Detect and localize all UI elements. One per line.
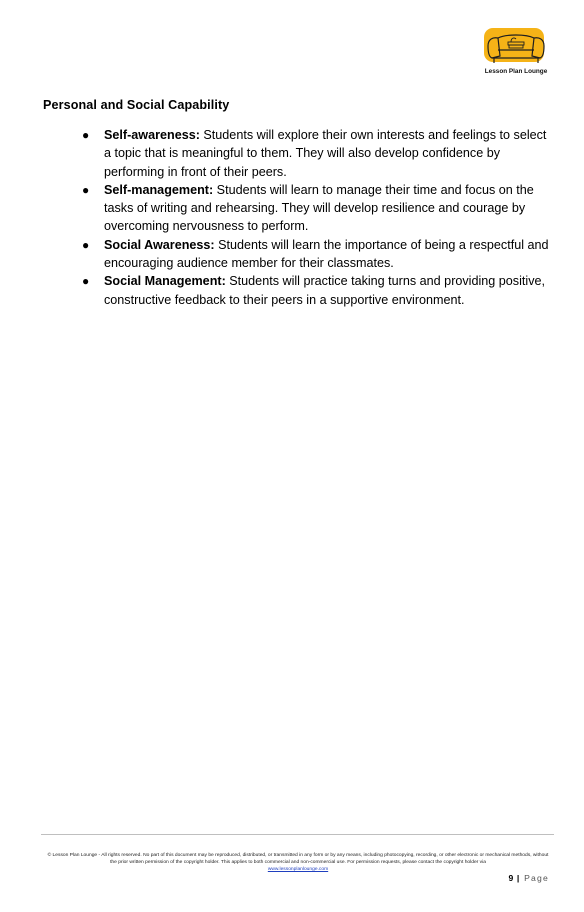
item-text: Students will learn the importance of being a respectful and encouraging audience member for their classmates. <box>104 237 549 271</box>
list-item <box>82 272 552 309</box>
bullet-icon: ● <box>82 274 90 289</box>
bullet-icon: ● <box>82 182 90 197</box>
item-text: Students will practice taking turns and providing positive, constructive feedback to their peers in a supportive environment. <box>104 274 545 307</box>
item-term: Social Awareness: <box>104 237 215 252</box>
capability-list <box>82 126 552 309</box>
footer-copyright <box>44 852 552 873</box>
section-heading: Personal and Social Capability <box>43 98 230 112</box>
list-item <box>82 236 552 273</box>
item-term: Social Management: <box>104 274 226 289</box>
logo-text: Lesson Plan Lounge <box>484 68 548 75</box>
item-term: Self-management: <box>104 182 214 197</box>
page-number-value: 9 <box>508 873 514 883</box>
item-term: Self-awareness: <box>104 128 200 142</box>
page-label: Page <box>524 873 549 883</box>
list-item <box>82 181 552 236</box>
bullet-icon: ● <box>82 237 90 252</box>
footer-divider <box>41 834 554 835</box>
page-number <box>509 873 549 883</box>
website-link[interactable]: www.lessonplanlounge.com <box>267 867 329 872</box>
item-text: Students will explore their own interests and feelings to select a topic that is meaningful to them. They will also develop confidence by performing in front of their peers. <box>104 128 547 179</box>
page-separator: | <box>516 873 521 883</box>
item-text: Students will learn to manage their time and focus on the tasks of writing and rehearsing. They will develop resilience and courage by overcoming nervousness to perform. <box>104 182 534 234</box>
copyright-text: © Lesson Plan Lounge - All rights reserved. No part of this document may be reproduced, distributed, or transmitted in any form or by any means, including photocopying, recording, or other electronic or mechanical methods, without the prior written permission of the copyright holder. This applies to both commercial and non-commercial use. For permission requests, please contact the copyright holder via <box>47 853 549 865</box>
list-item <box>82 126 552 181</box>
bullet-icon: ● <box>82 128 90 142</box>
